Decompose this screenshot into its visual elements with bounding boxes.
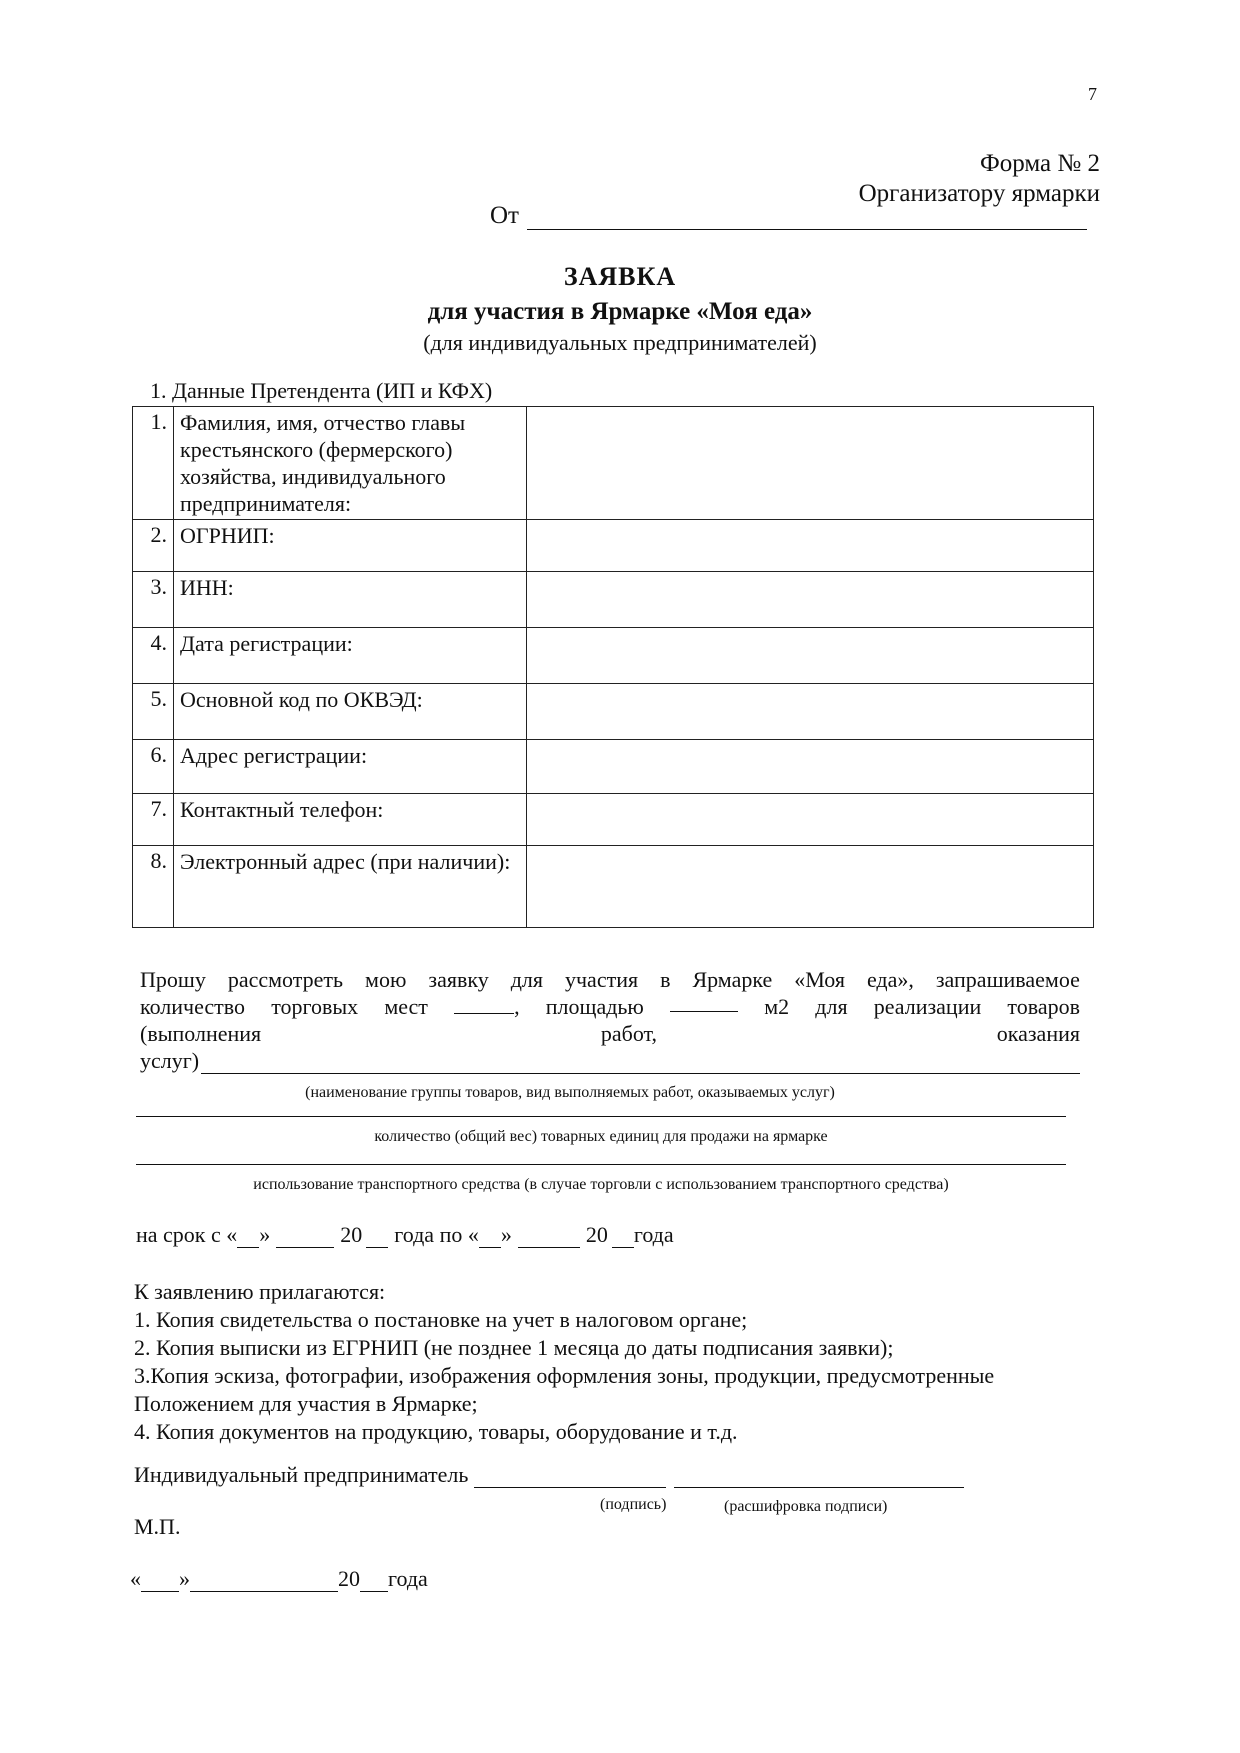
date-row	[130, 1566, 428, 1592]
list-item: 3.Копия эскиза, фотографии, изображения оформления зоны, продукции, предусмотренные Положением для участия в Ярмарке;	[134, 1363, 995, 1416]
row-label: Адрес регистрации:	[174, 740, 527, 794]
word: количество	[140, 994, 246, 1019]
document-subtitle: для участия в Ярмарке «Моя еда»	[427, 298, 813, 325]
row-value-field[interactable]	[527, 628, 1094, 684]
page-number: 7	[1088, 84, 1097, 104]
signature-hint: (подпись)	[600, 1496, 667, 1513]
list-item: 2. Копия выписки из ЕГРНИП (не позднее 1 месяца до даты подписания заявки);	[134, 1335, 894, 1360]
transcript-hint: (расшифровка подписи)	[724, 1498, 888, 1515]
signature-row	[134, 1462, 964, 1488]
year-word: года	[633, 1222, 674, 1247]
table-row	[133, 628, 1094, 684]
document-audience: (для индивидуальных предпринимателей)	[423, 330, 817, 355]
word: м2	[764, 994, 790, 1019]
term-from-month-field[interactable]	[276, 1229, 334, 1248]
word: мою	[365, 967, 407, 992]
date-day-field[interactable]	[141, 1573, 179, 1592]
transport-field[interactable]	[136, 1164, 1066, 1165]
year-prefix: 20	[585, 1222, 608, 1247]
term-to-month-field[interactable]	[518, 1229, 580, 1248]
table-row	[133, 794, 1094, 846]
addressee: Организатору ярмарки	[858, 180, 1100, 207]
from-row	[490, 202, 1087, 230]
row-number: 5.	[133, 684, 174, 740]
year-prefix: 20	[338, 1566, 360, 1591]
term-to-day-field[interactable]	[479, 1229, 501, 1248]
term-to-label: года по «	[394, 1222, 479, 1247]
stamp-label: М.П.	[134, 1514, 181, 1539]
word: услуг)	[140, 1048, 200, 1073]
table-row	[133, 684, 1094, 740]
attachments-list	[134, 1278, 1094, 1446]
request-line-2	[140, 993, 1080, 1020]
row-number: 6.	[133, 740, 174, 794]
row-number: 4.	[133, 628, 174, 684]
word: площадью	[545, 994, 644, 1019]
attachments-heading: К заявлению прилагаются:	[134, 1279, 386, 1304]
quote-close: »	[259, 1222, 271, 1247]
row-label: Электронный адрес (при наличии):	[174, 846, 527, 928]
date-month-field[interactable]	[190, 1573, 338, 1592]
from-label: От	[490, 202, 519, 229]
quantity-field[interactable]	[136, 1116, 1066, 1117]
table-row	[133, 740, 1094, 794]
goods-field[interactable]	[201, 1055, 1080, 1074]
date-year-field[interactable]	[360, 1573, 388, 1592]
word: торговых	[271, 994, 359, 1019]
row-value-field[interactable]	[527, 407, 1094, 520]
word: Прошу	[140, 967, 206, 992]
request-paragraph	[140, 966, 1080, 1074]
area-field[interactable]	[670, 993, 738, 1012]
row-label: Контактный телефон:	[174, 794, 527, 846]
row-number: 8.	[133, 846, 174, 928]
quote-open: «	[130, 1566, 141, 1591]
table-row	[133, 407, 1094, 520]
applicant-data-table	[132, 406, 1094, 928]
table-row	[133, 572, 1094, 628]
list-item: 4. Копия документов на продукцию, товары, оборудование и т.д.	[134, 1419, 738, 1444]
row-value-field[interactable]	[527, 520, 1094, 572]
row-value-field[interactable]	[527, 572, 1094, 628]
quote-close: »	[179, 1566, 190, 1591]
row-number: 2.	[133, 520, 174, 572]
word: (выполнения	[140, 1021, 262, 1046]
form-number: Форма № 2	[980, 150, 1100, 177]
row-number: 7.	[133, 794, 174, 846]
year-word: года	[388, 1566, 428, 1591]
goods-hint: (наименование группы товаров, вид выполняемых работ, оказываемых услуг)	[305, 1084, 835, 1101]
term-from-day-field[interactable]	[237, 1229, 259, 1248]
row-label: ИНН:	[174, 572, 527, 628]
word: рассмотреть	[227, 967, 344, 992]
row-value-field[interactable]	[527, 794, 1094, 846]
signature-label: Индивидуальный предприниматель	[134, 1462, 469, 1487]
quote-close: »	[500, 1222, 512, 1247]
document-title: ЗАЯВКА	[563, 262, 677, 291]
applicant-section-caption: 1. Данные Претендента (ИП и КФХ)	[150, 378, 493, 403]
request-line-1	[140, 966, 1080, 993]
row-value-field[interactable]	[527, 846, 1094, 928]
word: Ярмарке	[692, 967, 773, 992]
signature-field[interactable]	[474, 1469, 666, 1488]
row-label: Фамилия, имя, отчество главы крестьянского (фермерского) хозяйства, индивидуального предпринимателя:	[174, 407, 527, 520]
signature-transcript-field[interactable]	[674, 1469, 964, 1488]
word: в	[660, 967, 671, 992]
word: участия	[564, 967, 639, 992]
transport-hint: использование транспортного средства (в случае торговли с использованием транспортного средства)	[253, 1176, 949, 1193]
places-count-field[interactable]	[454, 995, 514, 1014]
places-count-group	[454, 993, 520, 1020]
row-label: ОГРНИП:	[174, 520, 527, 572]
word: для	[510, 967, 543, 992]
word: мест	[384, 994, 428, 1019]
list-item: 1. Копия свидетельства о постановке на учет в налоговом органе;	[134, 1307, 748, 1332]
row-label: Дата регистрации:	[174, 628, 527, 684]
term-to-year-field[interactable]	[612, 1229, 634, 1248]
term-from-year-field[interactable]	[366, 1229, 388, 1248]
word: заявку	[428, 967, 489, 992]
word: оказания	[996, 1021, 1080, 1046]
row-number: 1.	[133, 407, 174, 520]
row-label: Основной код по ОКВЭД:	[174, 684, 527, 740]
quantity-hint: количество (общий вес) товарных единиц для продажи на ярмарке	[374, 1128, 828, 1145]
word: товаров	[1007, 994, 1080, 1019]
word: для	[815, 994, 848, 1019]
row-value-field[interactable]	[527, 684, 1094, 740]
term-from-label: на срок с «	[136, 1222, 238, 1247]
term-row	[136, 1222, 674, 1248]
word: «Моя	[794, 967, 845, 992]
row-value-field[interactable]	[527, 740, 1094, 794]
word: работ,	[600, 1021, 658, 1046]
table-row	[133, 846, 1094, 928]
word: реализации	[873, 994, 982, 1019]
from-field[interactable]	[527, 207, 1087, 230]
request-line-3	[140, 1020, 1080, 1047]
request-line-4	[140, 1047, 1080, 1074]
row-number: 3.	[133, 572, 174, 628]
word: запрашиваемое	[935, 967, 1080, 992]
word: ,	[514, 994, 520, 1019]
word: еда»,	[866, 967, 914, 992]
year-prefix: 20	[340, 1222, 363, 1247]
table-row	[133, 520, 1094, 572]
